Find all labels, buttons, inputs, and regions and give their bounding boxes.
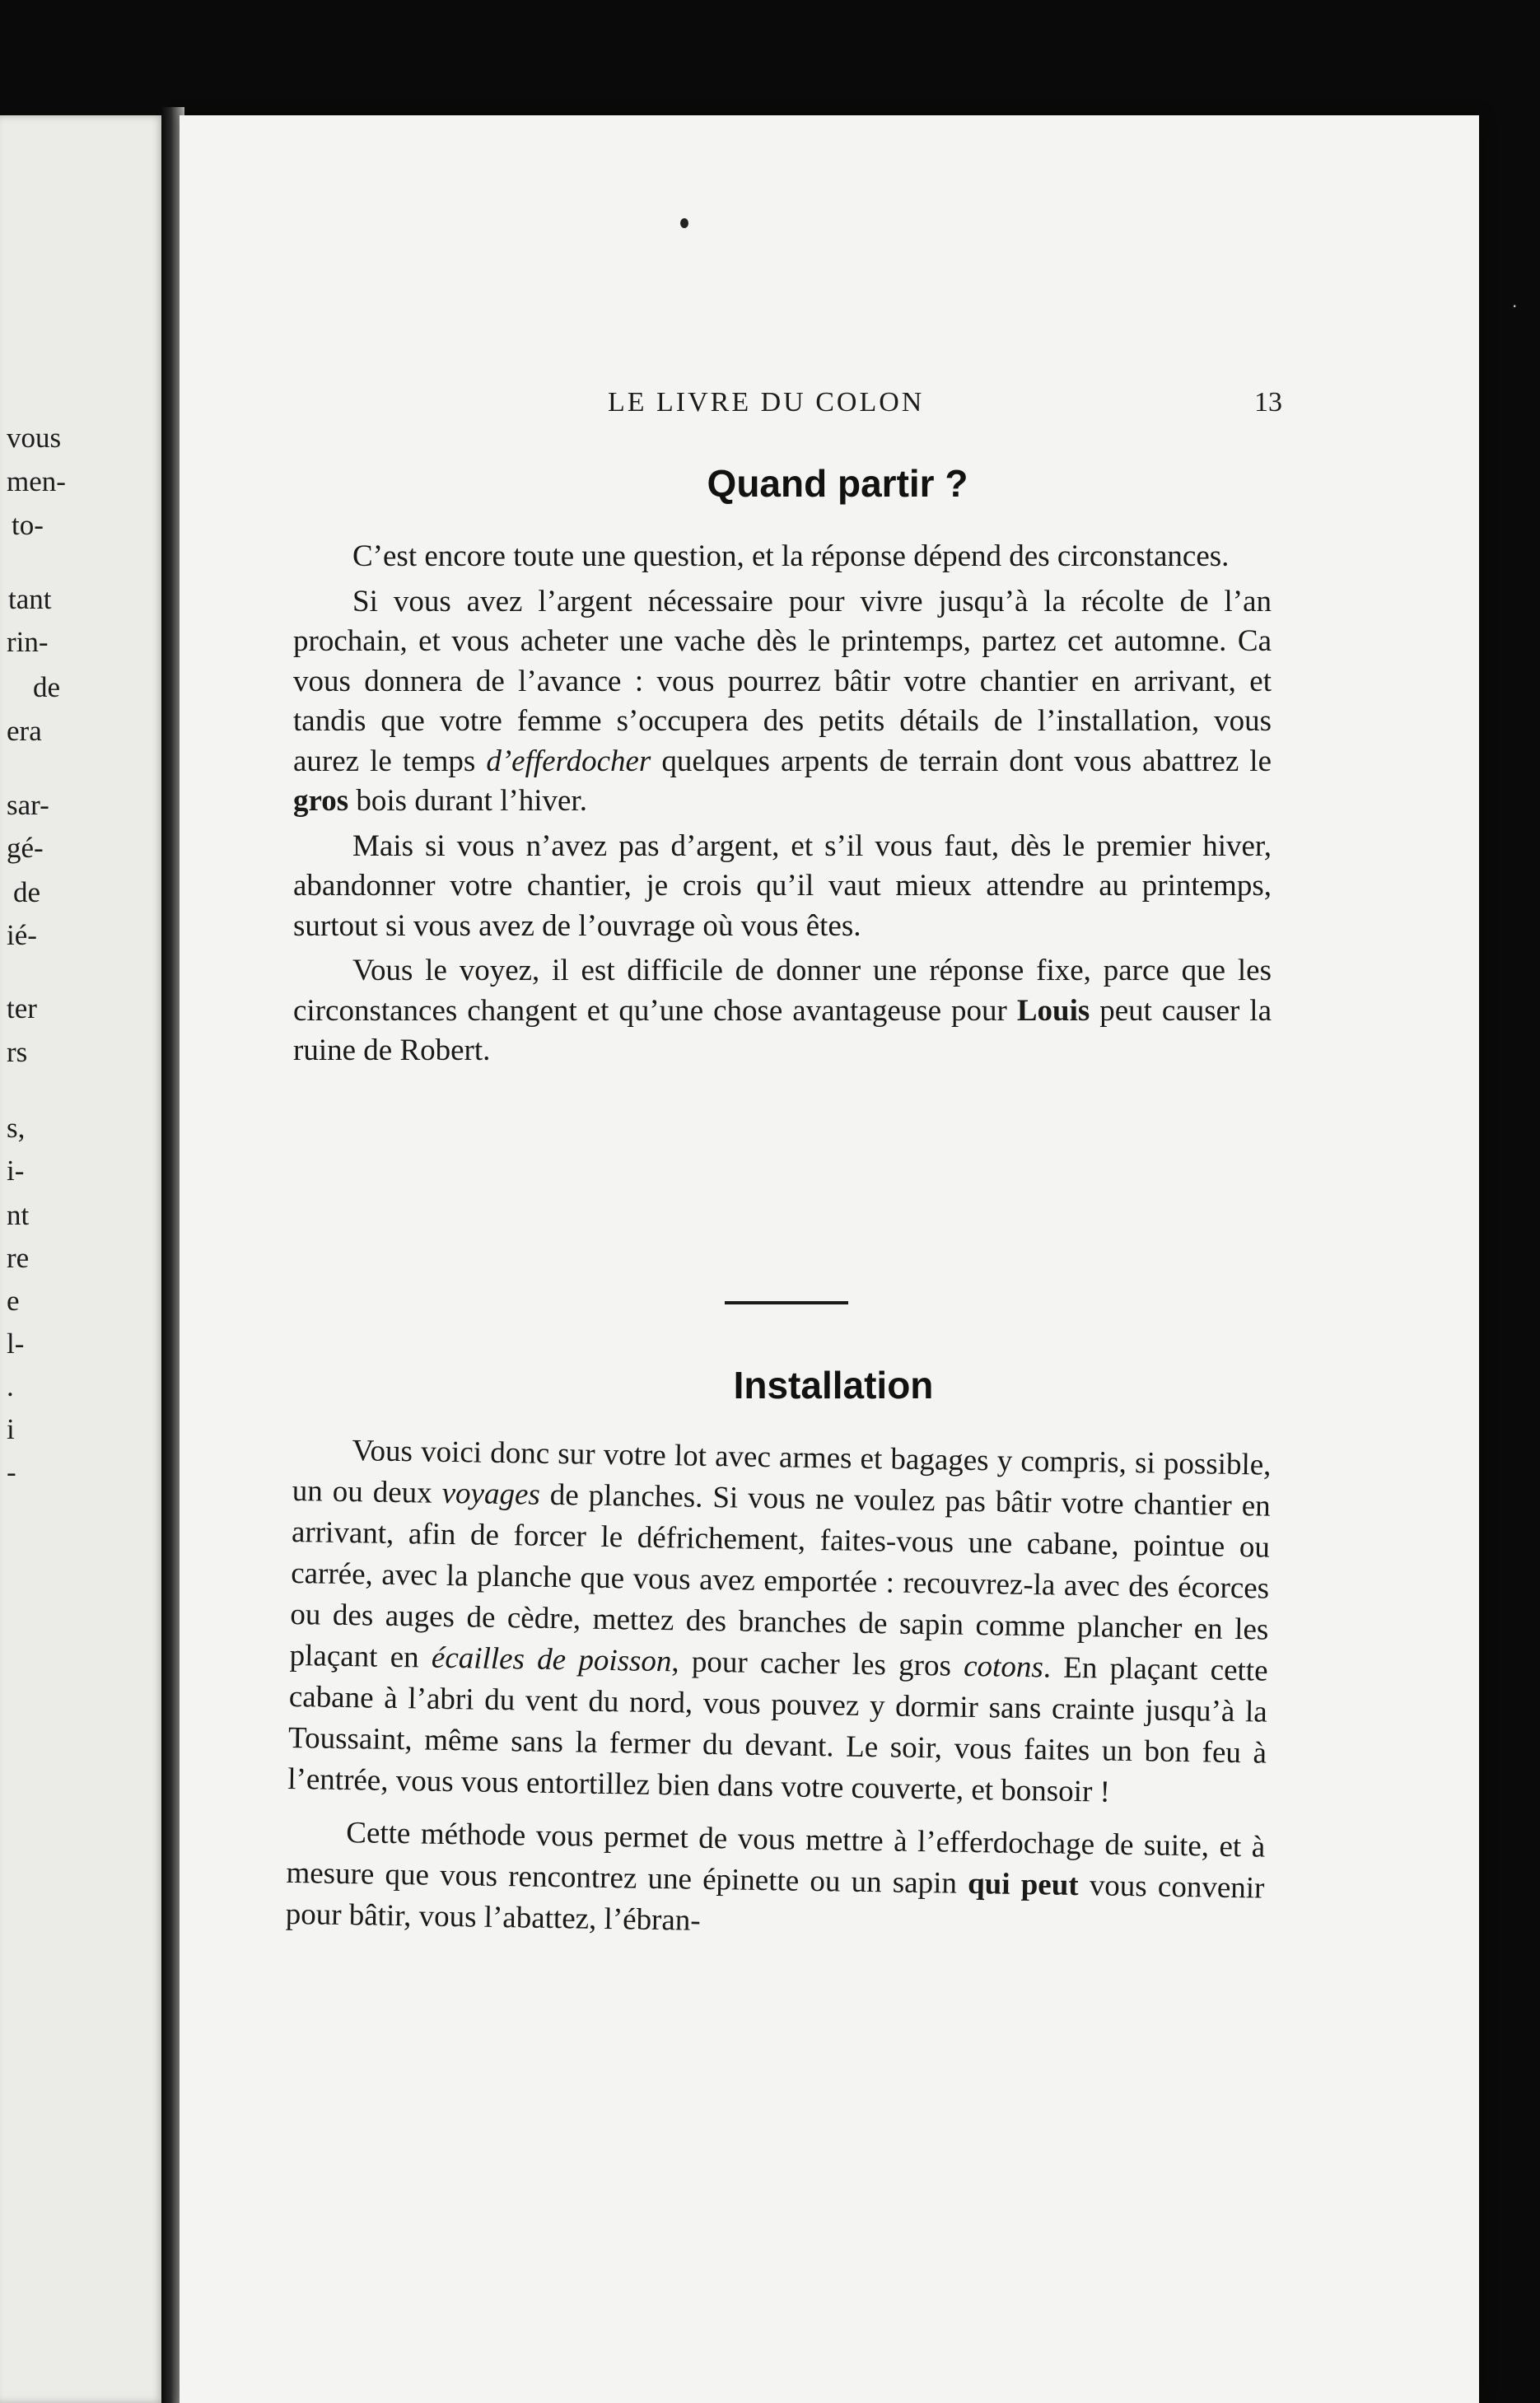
previous-page-edge — [0, 115, 165, 2403]
section-body-quand-partir — [293, 537, 1272, 1076]
prev-fragment: vous — [7, 422, 62, 454]
text-run: Vous le voyez, il est difficile de donner une réponse fixe, parce que les circonstances changent et qu’une chose avantageuse pour — [293, 954, 1272, 1028]
running-header — [180, 387, 1479, 428]
bold-run: Louis — [1016, 993, 1090, 1028]
text-run: peut causer la ruine de Robert. — [293, 993, 1272, 1067]
text-run: bois durant l’hiver. — [348, 784, 587, 818]
bold-run: qui peut — [967, 1866, 1079, 1903]
prev-fragment: era — [7, 715, 42, 747]
prev-fragment: gé- — [7, 832, 44, 864]
prev-fragment: to- — [12, 509, 44, 541]
text-run: Si vous avez l’argent nécessaire pour vivre jusqu’à la récolte de l’an prochain, et vous acheter une vache dès le printemps, partez cet automne. Ca vous donnera de l’avance : vous pourrez bâtir votre chantier en arrivant, et tandis que votre femme s’occupera des petits détails de l’installation, vous aurez le temps — [293, 584, 1272, 778]
text-run: quelques arpents de terrain dont vous abattrez le — [651, 744, 1272, 778]
section-body-installation — [285, 1430, 1272, 1962]
prev-fragment: ié- — [7, 919, 37, 951]
section-heading-quand-partir: Quand partir ? — [707, 462, 968, 505]
italic-run: cotons — [963, 1649, 1044, 1685]
text-run: vous convenir pour bâtir, vous l’abattez, l’ébran- — [285, 1869, 1265, 1938]
prev-fragment: ter — [7, 992, 37, 1024]
paragraph — [287, 1430, 1272, 1816]
section-heading-installation: Installation — [733, 1364, 934, 1407]
prev-fragment: s, — [7, 1112, 26, 1144]
prev-fragment: nt — [7, 1199, 30, 1231]
text-run: de planches. Si vous ne voulez pas bâtir votre chantier en arrivant, afin de forcer le défrichement, faites-vous une cabane, pointue ou carrée, avec la planche que vous avez emportée : recouvrez-la avec des écorces ou des auges de cèdre, mettez des branches de sapin comme plancher en les plaçant en — [289, 1477, 1272, 1675]
text-run: C’est encore toute une question, et la réponse dépend des circonstances. — [352, 539, 1230, 573]
prev-fragment: i — [7, 1413, 15, 1445]
paragraph — [293, 582, 1272, 822]
prev-fragment: . — [7, 1370, 14, 1402]
section-divider — [725, 1301, 848, 1304]
running-title: LE LIVRE DU COLON — [608, 387, 925, 418]
italic-run: écailles de poisson — [431, 1640, 672, 1679]
prev-fragment: rs — [7, 1036, 28, 1068]
italic-run: d’efferdocher — [486, 744, 651, 778]
prev-fragment: l- — [7, 1327, 25, 1360]
prev-fragment: de — [33, 671, 61, 703]
prev-fragment: men- — [7, 465, 66, 497]
paragraph — [293, 537, 1272, 577]
prev-fragment: tant — [8, 583, 52, 615]
prev-fragment: rin- — [7, 626, 49, 658]
text-run: . En plaçant cette cabane à l’abri du vent du nord, vous pouvez y dormir sans crainte jusqu’à la Toussaint, même sans la fermer du devant. Le soir, vous faites un bon feu à l’entrée, vous vous entortillez bien dans votre couverte, et bonsoir ! — [287, 1650, 1268, 1809]
ink-dot — [680, 218, 688, 228]
bold-run: gros — [293, 784, 349, 818]
paragraph — [293, 827, 1272, 947]
previous-page-text — [0, 115, 165, 2403]
page-number: 13 — [1254, 387, 1282, 418]
italic-run: voyages — [441, 1476, 541, 1512]
prev-fragment: e — [7, 1285, 20, 1317]
text-run: Cette méthode vous permet de vous mettre à l’efferdochage de suite, et à mesure que vous rencontrez une épinette ou un sapin — [286, 1816, 1266, 1901]
paragraph — [293, 951, 1272, 1071]
prev-fragment: i- — [7, 1155, 25, 1187]
text-run: Mais si vous n’avez pas d’argent, et s’il vous faut, dès le premier hiver, abandonner votre chantier, je crois qu’il vaut mieux attendre au printemps, surtout si vous avez de l’ouvrage où vous êtes. — [293, 828, 1272, 943]
scan-speck: · — [1512, 296, 1518, 316]
prev-fragment: de — [13, 876, 41, 908]
prev-fragment: - — [7, 1456, 16, 1488]
text-run: , pour cacher les gros — [671, 1645, 964, 1683]
text-run: Vous voici donc sur votre lot avec armes et bagages y compris, si possible, un ou deux — [292, 1434, 1272, 1510]
prev-fragment: sar- — [7, 789, 49, 821]
book-page — [180, 115, 1479, 2403]
prev-fragment: re — [7, 1242, 30, 1274]
paragraph — [285, 1812, 1265, 1951]
